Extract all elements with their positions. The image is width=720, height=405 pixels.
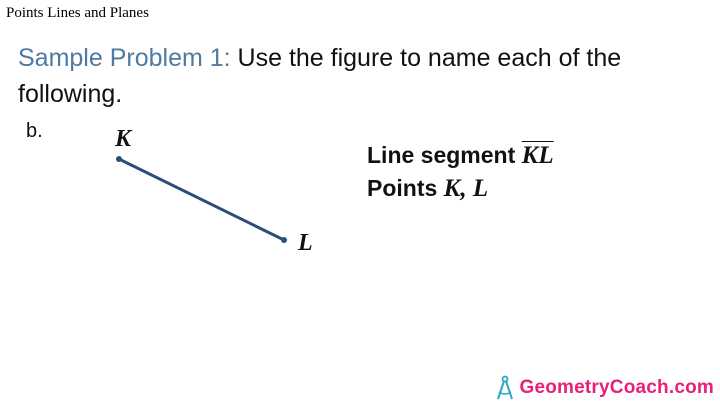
problem-lead: Sample Problem 1: [18,44,231,72]
logo-text: GeometryCoach.com [519,377,714,398]
points-answer-label: Points [367,175,438,201]
segment-answer-label: Line segment [367,142,516,168]
slide-header-title: Points Lines and Planes [6,5,149,21]
answer-block [367,139,554,205]
point-k-dot [116,156,122,162]
problem-text: Use the figure to name each of the following. [18,44,622,108]
segment-answer-line [367,139,554,172]
point-l-dot [281,237,287,243]
segment-name: $\overline{KL}$ [521,142,554,169]
segment-kl-line [119,159,284,240]
compass-icon [494,375,516,401]
point-k-label: K [115,126,132,152]
points-names: K, L [443,175,489,202]
geometrycoach-logo [494,375,714,401]
points-answer-line [367,172,554,205]
part-label: b. [26,120,43,142]
point-l-label: L [298,230,313,256]
